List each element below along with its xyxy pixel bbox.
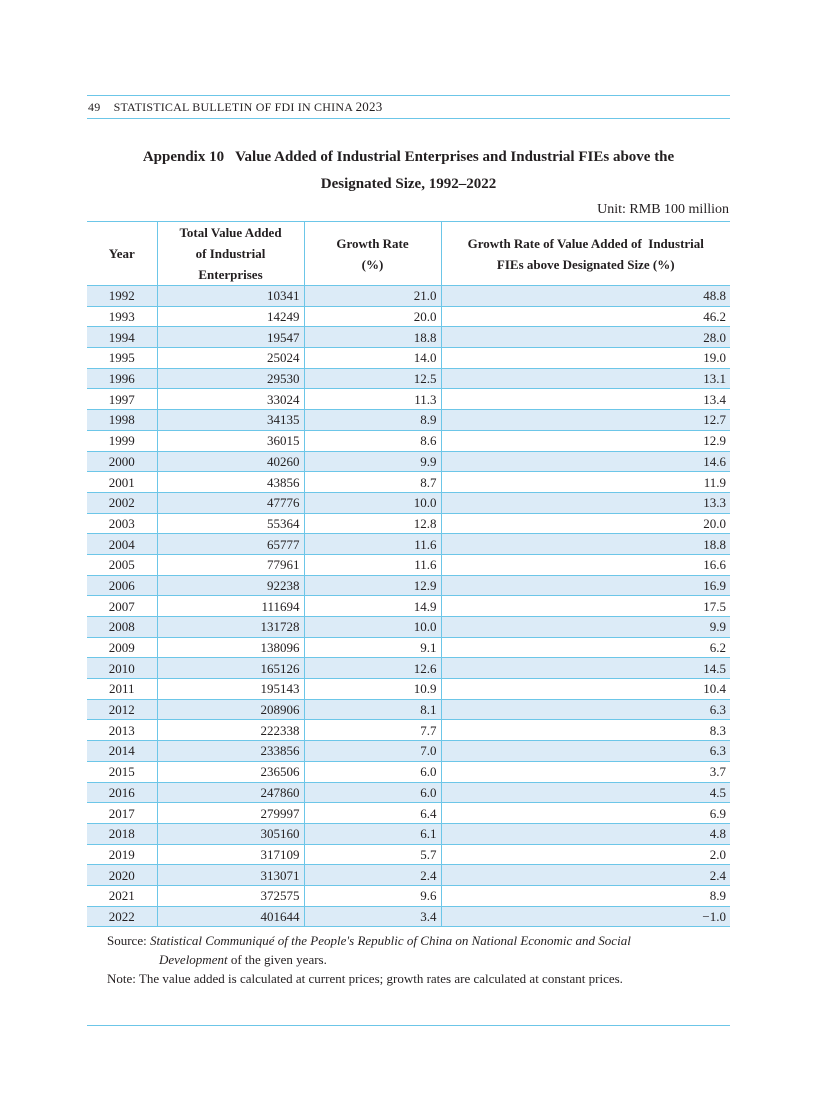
cell-growth-rate: 5.7: [304, 844, 441, 865]
table-row: [87, 803, 730, 824]
table-row: [87, 389, 730, 410]
col-header-line: FIEs above Designated Size (%): [496, 256, 675, 272]
cell-year: 2007: [87, 596, 157, 617]
cell-total-value-added: 43856: [157, 472, 304, 493]
table-notes: [107, 931, 727, 988]
cell-fie-growth-rate: 20.0: [441, 513, 730, 534]
cell-growth-rate: 6.0: [304, 782, 441, 803]
cell-fie-growth-rate: 13.1: [441, 368, 730, 389]
col-header-line: Total Value Added: [179, 225, 282, 240]
cell-growth-rate: 14.0: [304, 348, 441, 369]
cell-year: 1992: [87, 286, 157, 307]
cell-growth-rate: 10.9: [304, 679, 441, 700]
cell-year: 2017: [87, 803, 157, 824]
cell-year: 2004: [87, 534, 157, 555]
cell-year: 1993: [87, 306, 157, 327]
cell-total-value-added: 401644: [157, 906, 304, 927]
cell-total-value-added: 138096: [157, 637, 304, 658]
cell-year: 2020: [87, 865, 157, 886]
table-header-row: [87, 222, 730, 286]
cell-fie-growth-rate: 6.3: [441, 699, 730, 720]
cell-year: 2019: [87, 844, 157, 865]
cell-fie-growth-rate: 6.9: [441, 803, 730, 824]
table-row: [87, 410, 730, 431]
table-row: [87, 823, 730, 844]
source-note-continued: [107, 950, 727, 969]
cell-total-value-added: 14249: [157, 306, 304, 327]
appendix-title-line2: Designated Size, 1992–2022: [320, 176, 497, 192]
cell-growth-rate: 7.0: [304, 741, 441, 762]
table-row: [87, 554, 730, 575]
cell-growth-rate: 18.8: [304, 327, 441, 348]
cell-total-value-added: 313071: [157, 865, 304, 886]
cell-fie-growth-rate: 46.2: [441, 306, 730, 327]
cell-growth-rate: 9.9: [304, 451, 441, 472]
cell-year: 1994: [87, 327, 157, 348]
cell-fie-growth-rate: 11.9: [441, 472, 730, 493]
table-row: [87, 637, 730, 658]
cell-growth-rate: 11.6: [304, 534, 441, 555]
cell-total-value-added: 111694: [157, 596, 304, 617]
running-title: STATISTICAL BULLETIN OF FDI IN CHINA: [113, 100, 353, 114]
cell-fie-growth-rate: 3.7: [441, 761, 730, 782]
footer-rule: [87, 1025, 730, 1026]
cell-fie-growth-rate: 16.6: [441, 554, 730, 575]
table-row: [87, 327, 730, 348]
table-row: [87, 430, 730, 451]
cell-year: 2014: [87, 741, 157, 762]
cell-growth-rate: 21.0: [304, 286, 441, 307]
table-row: [87, 368, 730, 389]
col-header-year: Year: [87, 222, 157, 286]
cell-year: 2008: [87, 617, 157, 638]
table-row: [87, 492, 730, 513]
data-table: [87, 221, 730, 927]
cell-fie-growth-rate: 18.8: [441, 534, 730, 555]
cell-growth-rate: 9.6: [304, 885, 441, 906]
cell-total-value-added: 34135: [157, 410, 304, 431]
table-row: [87, 306, 730, 327]
cell-total-value-added: 305160: [157, 823, 304, 844]
cell-growth-rate: 8.1: [304, 699, 441, 720]
cell-growth-rate: 14.9: [304, 596, 441, 617]
table-row: [87, 761, 730, 782]
cell-year: 2002: [87, 492, 157, 513]
col-header-line: Growth Rate of Value Added of Industrial: [467, 235, 704, 251]
cell-year: 1997: [87, 389, 157, 410]
cell-total-value-added: 317109: [157, 844, 304, 865]
cell-growth-rate: 10.0: [304, 617, 441, 638]
unit-label: Unit: RMB 100 million: [597, 202, 729, 217]
header-bottom-rule: [87, 118, 730, 119]
cell-year: 1995: [87, 348, 157, 369]
cell-total-value-added: 208906: [157, 699, 304, 720]
cell-year: 2010: [87, 658, 157, 679]
running-title-year: 2023: [355, 99, 383, 114]
cell-year: 2009: [87, 637, 157, 658]
table-row: [87, 679, 730, 700]
table-row: [87, 451, 730, 472]
col-header-growth-rate: [304, 222, 441, 286]
table-row: [87, 617, 730, 638]
cell-fie-growth-rate: 12.9: [441, 430, 730, 451]
col-header-line: of Industrial: [195, 246, 266, 261]
table-row: [87, 286, 730, 307]
cell-total-value-added: 279997: [157, 803, 304, 824]
cell-year: 2021: [87, 885, 157, 906]
cell-fie-growth-rate: 10.4: [441, 679, 730, 700]
cell-fie-growth-rate: 4.5: [441, 782, 730, 803]
cell-total-value-added: 36015: [157, 430, 304, 451]
source-title-part2: Development: [159, 952, 228, 967]
cell-growth-rate: 20.0: [304, 306, 441, 327]
cell-year: 2001: [87, 472, 157, 493]
cell-total-value-added: 195143: [157, 679, 304, 700]
cell-fie-growth-rate: 17.5: [441, 596, 730, 617]
cell-fie-growth-rate: 8.9: [441, 885, 730, 906]
cell-growth-rate: 3.4: [304, 906, 441, 927]
cell-fie-growth-rate: 4.8: [441, 823, 730, 844]
cell-fie-growth-rate: 8.3: [441, 720, 730, 741]
cell-growth-rate: 10.0: [304, 492, 441, 513]
cell-total-value-added: 233856: [157, 741, 304, 762]
table-row: [87, 906, 730, 927]
cell-year: 2018: [87, 823, 157, 844]
cell-fie-growth-rate: 12.7: [441, 410, 730, 431]
cell-year: 2015: [87, 761, 157, 782]
table-row: [87, 844, 730, 865]
cell-total-value-added: 131728: [157, 617, 304, 638]
cell-total-value-added: 236506: [157, 761, 304, 782]
appendix-title-line1: Appendix 10 Value Added of Industrial Enterprises and Industrial FIEs above the: [142, 149, 675, 165]
cell-total-value-added: 40260: [157, 451, 304, 472]
cell-year: 2016: [87, 782, 157, 803]
table-row: [87, 513, 730, 534]
cell-year: 1999: [87, 430, 157, 451]
cell-total-value-added: 247860: [157, 782, 304, 803]
cell-fie-growth-rate: 16.9: [441, 575, 730, 596]
table-row: [87, 575, 730, 596]
cell-total-value-added: 92238: [157, 575, 304, 596]
cell-total-value-added: 77961: [157, 554, 304, 575]
cell-total-value-added: 165126: [157, 658, 304, 679]
cell-year: 2005: [87, 554, 157, 575]
cell-year: 2000: [87, 451, 157, 472]
table-row: [87, 699, 730, 720]
table-body: [87, 286, 730, 927]
cell-total-value-added: 10341: [157, 286, 304, 307]
cell-total-value-added: 55364: [157, 513, 304, 534]
page-number: 49: [88, 100, 101, 114]
cell-growth-rate: 6.0: [304, 761, 441, 782]
cell-growth-rate: 12.9: [304, 575, 441, 596]
cell-total-value-added: 65777: [157, 534, 304, 555]
cell-year: 2011: [87, 679, 157, 700]
cell-growth-rate: 12.6: [304, 658, 441, 679]
table-row: [87, 741, 730, 762]
cell-total-value-added: 19547: [157, 327, 304, 348]
cell-total-value-added: 29530: [157, 368, 304, 389]
cell-growth-rate: 8.7: [304, 472, 441, 493]
cell-year: 1996: [87, 368, 157, 389]
table-row: [87, 348, 730, 369]
cell-fie-growth-rate: 9.9: [441, 617, 730, 638]
calculation-note: Note: The value added is calculated at current prices; growth rates are calculated at constant prices.: [107, 971, 623, 986]
cell-total-value-added: 47776: [157, 492, 304, 513]
cell-fie-growth-rate: 2.4: [441, 865, 730, 886]
cell-growth-rate: 8.6: [304, 430, 441, 451]
table-row: [87, 534, 730, 555]
source-note: [107, 931, 727, 950]
cell-fie-growth-rate: 13.4: [441, 389, 730, 410]
cell-fie-growth-rate: 2.0: [441, 844, 730, 865]
cell-growth-rate: 12.8: [304, 513, 441, 534]
table-row: [87, 472, 730, 493]
cell-growth-rate: 12.5: [304, 368, 441, 389]
cell-fie-growth-rate: 14.6: [441, 451, 730, 472]
cell-total-value-added: 25024: [157, 348, 304, 369]
cell-year: 2012: [87, 699, 157, 720]
table-row: [87, 885, 730, 906]
table-row: [87, 658, 730, 679]
cell-fie-growth-rate: 13.3: [441, 492, 730, 513]
cell-year: 2006: [87, 575, 157, 596]
col-header-line: (%): [361, 256, 384, 272]
cell-fie-growth-rate: −1.0: [441, 906, 730, 927]
cell-growth-rate: 11.3: [304, 389, 441, 410]
cell-growth-rate: 7.7: [304, 720, 441, 741]
cell-growth-rate: 11.6: [304, 554, 441, 575]
table-row: [87, 865, 730, 886]
cell-growth-rate: 6.1: [304, 823, 441, 844]
cell-growth-rate: 6.4: [304, 803, 441, 824]
cell-year: 2022: [87, 906, 157, 927]
cell-total-value-added: 33024: [157, 389, 304, 410]
cell-year: 2013: [87, 720, 157, 741]
source-tail: of the given years.: [227, 952, 327, 967]
cell-fie-growth-rate: 14.5: [441, 658, 730, 679]
cell-growth-rate: 8.9: [304, 410, 441, 431]
cell-total-value-added: 372575: [157, 885, 304, 906]
running-header: [88, 99, 382, 115]
col-header-total-value-added: [157, 222, 304, 286]
source-label: Source:: [107, 933, 150, 948]
table-row: [87, 720, 730, 741]
cell-year: 2003: [87, 513, 157, 534]
cell-total-value-added: 222338: [157, 720, 304, 741]
cell-growth-rate: 2.4: [304, 865, 441, 886]
col-header-fie-growth-rate: [441, 222, 730, 286]
table-row: [87, 782, 730, 803]
cell-fie-growth-rate: 6.3: [441, 741, 730, 762]
cell-growth-rate: 9.1: [304, 637, 441, 658]
cell-fie-growth-rate: 48.8: [441, 286, 730, 307]
cell-fie-growth-rate: 28.0: [441, 327, 730, 348]
source-title-part1: Statistical Communiqué of the People's Republic of China on National Economic and Social: [149, 933, 631, 948]
header-top-rule: [87, 95, 730, 96]
cell-year: 1998: [87, 410, 157, 431]
cell-fie-growth-rate: 6.2: [441, 637, 730, 658]
col-header-line: Enterprises: [198, 267, 263, 282]
col-header-line: Growth Rate: [336, 235, 409, 251]
cell-fie-growth-rate: 19.0: [441, 348, 730, 369]
table-row: [87, 596, 730, 617]
